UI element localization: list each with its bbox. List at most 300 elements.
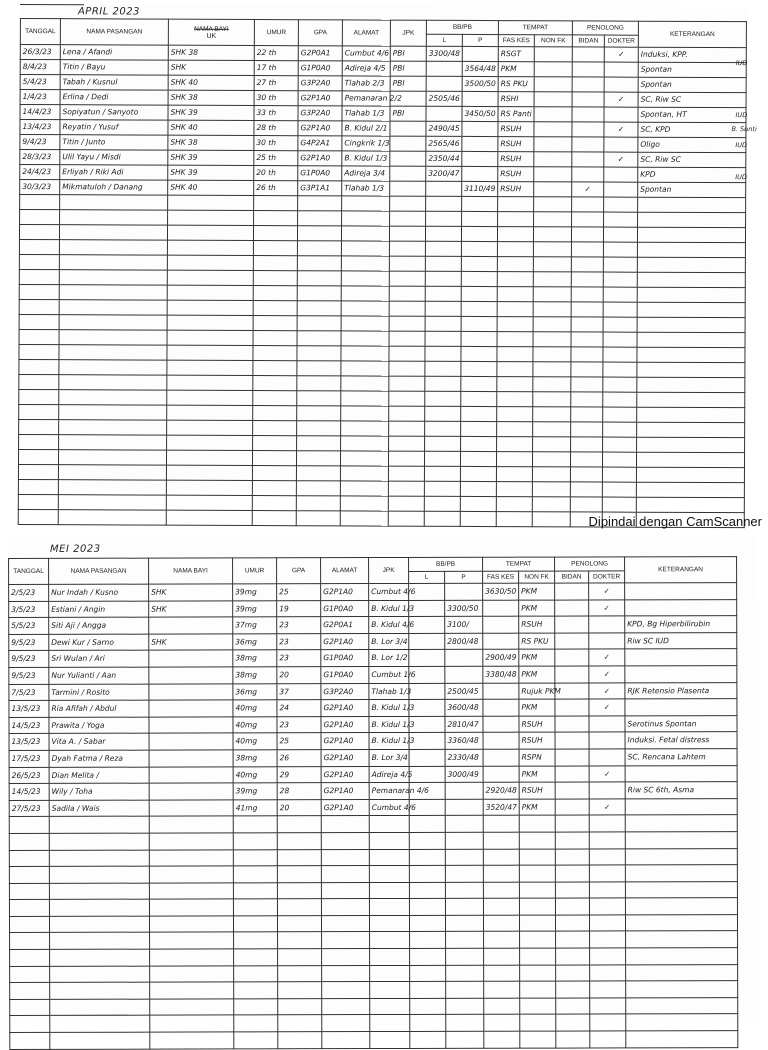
cell-alamat — [369, 866, 409, 883]
cell-alamat: Adireja 4/5 — [369, 766, 409, 783]
cell-alamat — [342, 196, 390, 211]
cell-dokter: ✓ — [604, 122, 638, 137]
cell-uk: 39mg — [233, 584, 277, 601]
cell-keterangan — [625, 765, 737, 782]
cell-bb-p — [460, 466, 496, 481]
cell-dokter — [603, 407, 637, 422]
cell-fas-kes — [519, 832, 555, 849]
cell-tanggal — [20, 195, 60, 210]
cell-keterangan — [637, 347, 745, 362]
cell-nama-pasangan: Dyah Fatma / Reza — [49, 750, 149, 767]
cell-keterangan: SC, Riw SC — [638, 152, 746, 167]
cell-fas-kes — [497, 437, 533, 452]
cell-gpa — [321, 899, 369, 916]
cell-bb-p — [483, 882, 519, 899]
cell-fas-kes — [497, 422, 533, 437]
cell-non-fk — [533, 392, 571, 407]
cell-alamat: B. Kidul 2/1 — [342, 121, 390, 136]
cell-bb-p — [462, 166, 498, 181]
cell-nama-bayi: SHK 40 — [168, 120, 254, 135]
cell-nama-pasangan: Wily / Toha — [49, 783, 149, 800]
cell-alamat — [340, 466, 388, 481]
month-label: APRIL 2023 — [77, 6, 140, 18]
mei-ledger-page — [8, 536, 759, 1024]
cell-gpa — [322, 932, 370, 949]
cell-jpk — [389, 421, 425, 436]
cell-jpk — [410, 932, 446, 949]
cell-fas-kes: RSUH — [498, 137, 534, 152]
cell-fas-kes: RSUH — [519, 716, 555, 733]
cell-bidan — [570, 482, 602, 497]
cell-bb-l — [426, 181, 462, 196]
cell-bb-p — [462, 211, 498, 226]
cell-alamat: Tlahab 2/3 — [342, 76, 390, 91]
cell-keterangan: SC, Rencana Lahtem — [625, 749, 737, 766]
cell-bb-l — [445, 816, 483, 833]
cell-dokter — [603, 392, 637, 407]
cell-nama-pasangan — [59, 330, 167, 345]
cell-fas-kes: RSUH — [498, 122, 534, 137]
cell-nama-pasangan: Mikmatuloh / Danang — [60, 180, 168, 195]
cell-gpa: G2P1A0 — [321, 733, 369, 750]
cell-bb-l: 3200/47 — [426, 166, 462, 181]
cell-tanggal — [9, 817, 49, 834]
cell-keterangan — [626, 1014, 738, 1031]
header-l: L — [426, 34, 462, 46]
cell-umur: 28 — [277, 783, 321, 800]
cell-fas-kes — [520, 932, 556, 949]
cell-nama-bayi — [167, 435, 253, 450]
cell-alamat — [341, 271, 389, 286]
cell-bb-l — [425, 256, 461, 271]
cell-non-fk — [532, 497, 570, 512]
cell-dokter — [603, 437, 637, 452]
cell-gpa: G3P2A0 — [298, 106, 342, 121]
cell-tanggal — [10, 1032, 50, 1049]
cell-bb-p — [483, 600, 519, 617]
cell-jpk — [409, 915, 445, 932]
cell-nama-bayi — [149, 650, 233, 667]
april-birth-register-table — [18, 18, 747, 528]
cell-nama-bayi — [150, 1015, 234, 1032]
cell-fas-kes: PKM — [519, 699, 555, 716]
cell-gpa: G1P0A0 — [298, 166, 342, 181]
cell-bb-p — [484, 998, 520, 1015]
cell-nama-pasangan: Dian Melita / — [49, 767, 149, 784]
cell-fas-kes: PKM — [519, 766, 555, 783]
cell-gpa: G2P1A0 — [321, 749, 369, 766]
cell-alamat — [369, 915, 409, 932]
cell-fas-kes — [496, 467, 532, 482]
cell-non-fk — [555, 898, 589, 915]
cell-bidan — [571, 377, 603, 392]
cell-bb-p — [462, 196, 498, 211]
cell-uk: 39mg — [233, 783, 277, 800]
cell-alamat — [341, 376, 389, 391]
cell-bb-p — [483, 915, 519, 932]
cell-alamat: B. Kidul 1/3 — [369, 700, 409, 717]
cell-tanggal — [19, 239, 59, 254]
cell-non-fk — [533, 347, 571, 362]
cell-nama-bayi — [149, 849, 233, 866]
cell-nama-pasangan — [49, 866, 149, 883]
cell-jpk — [388, 481, 424, 496]
table-row — [9, 616, 737, 634]
cell-tanggal: 26/5/23 — [9, 767, 49, 784]
cell-jpk — [389, 361, 425, 376]
cell-fas-kes: RSUH — [519, 616, 555, 633]
cell-jpk — [389, 241, 425, 256]
cell-umur: 33 th — [254, 106, 298, 121]
cell-nama-pasangan: Titin / Bayu — [60, 60, 168, 75]
cell-gpa: G1P0A0 — [321, 600, 369, 617]
cell-bidan: ✓ — [589, 682, 625, 699]
blank-row — [9, 831, 737, 849]
cell-gpa — [321, 915, 369, 932]
cell-non-fk — [555, 848, 589, 865]
cell-gpa: G1P0A0 — [298, 61, 342, 76]
table-row — [9, 599, 737, 617]
cell-non-fk — [534, 47, 572, 62]
cell-nama-bayi — [167, 360, 253, 375]
cell-gpa: G2P1A0 — [298, 121, 342, 136]
cell-umur — [278, 982, 322, 999]
cell-bb-p — [461, 361, 497, 376]
cell-fas-kes — [497, 407, 533, 422]
cell-bb-l — [425, 391, 461, 406]
cell-jpk — [409, 816, 445, 833]
header-dokter: DOKTER — [604, 35, 638, 47]
cell-non-fk — [534, 77, 572, 92]
cell-nama-pasangan — [59, 420, 167, 435]
cell-tanggal — [18, 494, 58, 509]
cell-umur: 26 th — [254, 181, 298, 196]
header-bbpb: BB/PB — [426, 20, 498, 34]
cell-bb-l: 2810/47 — [445, 716, 483, 733]
header-nama-bayi: NAMA BAYI — [149, 558, 233, 584]
cell-nama-pasangan: Sri Wulan / Ari — [49, 651, 149, 668]
cell-keterangan — [636, 467, 744, 482]
cell-keterangan — [637, 422, 745, 437]
cell-nama-pasangan: Estiani / Angin — [49, 601, 149, 618]
cell-uk — [234, 1015, 278, 1032]
cell-fas-kes — [519, 815, 555, 832]
cell-gpa: G3P1A1 — [298, 181, 342, 196]
cell-keterangan: SC, KPD — [638, 122, 746, 137]
cell-uk: 40mg — [233, 700, 277, 717]
cell-keterangan — [637, 257, 745, 272]
cell-bidan — [571, 287, 603, 302]
header-p: P — [462, 34, 498, 46]
cell-bb-l — [426, 211, 462, 226]
cell-bb-l — [425, 346, 461, 361]
cell-gpa: G2P1A0 — [321, 700, 369, 717]
cell-uk — [234, 999, 278, 1016]
cell-nama-bayi — [149, 783, 233, 800]
cell-fas-kes: RS Panti — [498, 107, 534, 122]
cell-jpk — [390, 121, 426, 136]
cell-nama-bayi — [150, 966, 234, 983]
cell-dokter — [603, 272, 637, 287]
cell-tanggal: 14/4/23 — [20, 105, 60, 120]
cell-tanggal: 3/5/23 — [9, 601, 49, 618]
cell-nama-pasangan — [59, 300, 167, 315]
cell-gpa — [321, 866, 369, 883]
cell-gpa — [321, 832, 369, 849]
cell-jpk — [409, 899, 445, 916]
cell-dokter — [603, 227, 637, 242]
cell-keterangan: Induksi. Fetal distress — [625, 732, 737, 749]
table-row — [9, 649, 737, 667]
cell-nama-pasangan — [60, 195, 168, 210]
cell-keterangan — [637, 227, 745, 242]
blank-row — [10, 1014, 738, 1032]
cell-fas-kes — [497, 287, 533, 302]
cell-nama-bayi — [167, 300, 253, 315]
cell-bb-p — [483, 683, 519, 700]
cell-keterangan: Oligo — [638, 137, 746, 152]
cell-umur — [277, 882, 321, 899]
cell-bb-l — [445, 583, 483, 600]
cell-bb-p — [460, 481, 496, 496]
cell-uk — [234, 1032, 278, 1049]
cell-non-fk — [555, 633, 589, 650]
cell-bidan — [589, 616, 625, 633]
cell-nama-pasangan: Reyatin / Yusuf — [60, 120, 168, 135]
cell-alamat — [341, 241, 389, 256]
cell-fas-kes — [497, 392, 533, 407]
cell-bb-p: 3500/50 — [462, 76, 498, 91]
cell-bb-l — [446, 965, 484, 982]
cell-fas-kes: RSUH — [519, 732, 555, 749]
side-note: IUD — [735, 111, 748, 120]
cell-nama-bayi: SHK 38 — [168, 135, 254, 150]
cell-alamat — [341, 331, 389, 346]
cell-alamat — [341, 226, 389, 241]
cell-non-fk — [555, 915, 589, 932]
cell-jpk: PBI — [390, 61, 426, 76]
cell-fas-kes — [497, 302, 533, 317]
cell-non-fk — [555, 832, 589, 849]
cell-non-fk — [533, 272, 571, 287]
cell-dokter — [603, 317, 637, 332]
cell-uk: 39mg — [233, 600, 277, 617]
cell-keterangan — [625, 699, 737, 716]
cell-bb-l — [445, 915, 483, 932]
cell-uk: 40mg — [233, 733, 277, 750]
blank-row — [10, 964, 738, 982]
cell-alamat: Tlahab 1/3 — [342, 106, 390, 121]
cell-bb-l: 2350/44 — [426, 151, 462, 166]
cell-gpa — [321, 849, 369, 866]
cell-bidan — [590, 981, 626, 998]
cell-alamat: Pemanaran 4/6 — [369, 783, 409, 800]
cell-dokter — [604, 212, 638, 227]
cell-bb-p — [483, 716, 519, 733]
cell-dokter — [604, 77, 638, 92]
cell-bb-p — [460, 496, 496, 511]
blank-row — [10, 981, 738, 999]
cell-dokter — [602, 467, 636, 482]
cell-nama-pasangan: Lena / Afandi — [60, 45, 168, 60]
cell-non-fk — [555, 716, 589, 733]
cell-jpk — [410, 948, 446, 965]
cell-umur: 23 — [277, 633, 321, 650]
cell-keterangan — [625, 815, 737, 832]
cell-bidan: ✓ — [589, 583, 625, 600]
cell-jpk — [409, 882, 445, 899]
cell-keterangan — [638, 197, 746, 212]
cell-umur — [253, 241, 297, 256]
cell-tanggal — [18, 509, 58, 524]
cell-jpk: PBI — [390, 46, 426, 61]
cell-gpa: G3P2A0 — [321, 683, 369, 700]
cell-tanggal — [10, 966, 50, 983]
cell-jpk — [389, 286, 425, 301]
cell-non-fk — [533, 287, 571, 302]
side-note: IUD — [735, 141, 748, 150]
cell-keterangan — [637, 332, 745, 347]
cell-uk: 38mg — [233, 650, 277, 667]
cell-tanggal — [19, 329, 59, 344]
cell-non-fk — [556, 931, 590, 948]
cell-bb-p — [484, 965, 520, 982]
cell-nama-pasangan: Prawita / Yoga — [49, 717, 149, 734]
cell-nama-bayi — [149, 700, 233, 717]
cell-uk — [234, 949, 278, 966]
cell-keterangan — [625, 898, 737, 915]
cell-keterangan — [626, 948, 738, 965]
cell-jpk — [389, 391, 425, 406]
cell-uk: 41mg — [233, 800, 277, 817]
cell-fas-kes: RSUH — [519, 782, 555, 799]
cell-bb-l — [445, 849, 483, 866]
cell-bb-p — [461, 271, 497, 286]
cell-bb-p — [461, 286, 497, 301]
cell-gpa — [297, 256, 341, 271]
cell-bb-p — [483, 832, 519, 849]
cell-bb-l: 3360/48 — [445, 733, 483, 750]
cell-bb-l: 2490/45 — [426, 121, 462, 136]
cell-bb-l — [425, 406, 461, 421]
cell-bidan — [589, 633, 625, 650]
cell-nama-bayi — [149, 766, 233, 783]
cell-nama-pasangan: Nur Indah / Kusno — [49, 584, 149, 601]
cell-non-fk — [534, 137, 572, 152]
cell-umur — [252, 496, 296, 511]
blank-row — [9, 898, 737, 916]
cell-tanggal — [19, 389, 59, 404]
cell-nama-bayi — [167, 285, 253, 300]
cell-dokter — [604, 62, 638, 77]
cell-uk: 36mg — [233, 634, 277, 651]
cell-keterangan — [637, 377, 745, 392]
cell-bidan: ✓ — [589, 666, 625, 683]
cell-bb-p — [483, 849, 519, 866]
cell-bidan — [589, 898, 625, 915]
cell-bb-l — [445, 899, 483, 916]
cell-bidan — [571, 437, 603, 452]
cell-gpa: G2P1A0 — [321, 783, 369, 800]
cell-non-fk — [555, 649, 589, 666]
header-gpa: GPA — [277, 558, 321, 584]
cell-tanggal — [19, 269, 59, 284]
cell-bb-p — [483, 616, 519, 633]
cell-alamat — [370, 932, 410, 949]
cell-umur — [278, 932, 322, 949]
side-note: IUD — [735, 173, 747, 182]
blank-row — [10, 997, 738, 1015]
cell-bb-l — [425, 331, 461, 346]
cell-umur: 25 th — [254, 151, 298, 166]
cell-bb-p — [461, 226, 497, 241]
cell-fas-kes — [519, 898, 555, 915]
cell-gpa: G3P2A0 — [298, 76, 342, 91]
cell-non-fk — [534, 92, 572, 107]
cell-alamat: B. Kidul 1/3 — [369, 733, 409, 750]
cell-umur — [252, 451, 296, 466]
cell-alamat — [341, 391, 389, 406]
cell-non-fk — [555, 749, 589, 766]
cell-non-fk — [556, 1014, 590, 1031]
cell-bb-l — [446, 948, 484, 965]
cell-bidan — [589, 749, 625, 766]
cell-bb-p — [483, 633, 519, 650]
cell-nama-pasangan — [58, 450, 166, 465]
cell-alamat — [370, 1015, 410, 1032]
cell-dokter: ✓ — [604, 92, 638, 107]
cell-keterangan — [637, 272, 745, 287]
cell-bb-l — [425, 421, 461, 436]
cell-bb-l — [446, 982, 484, 999]
cell-bb-p — [461, 316, 497, 331]
cell-bb-p — [483, 749, 519, 766]
cell-alamat — [341, 346, 389, 361]
cell-bidan — [590, 1014, 626, 1031]
cell-fas-kes — [497, 272, 533, 287]
cell-nama-pasangan — [59, 255, 167, 270]
cell-bb-p — [484, 1031, 520, 1048]
cell-jpk — [409, 633, 445, 650]
cell-bb-p: 2900/49 — [483, 650, 519, 667]
cell-fas-kes: PKM — [519, 600, 555, 617]
cell-uk: 37mg — [233, 617, 277, 634]
cell-bb-p — [484, 1015, 520, 1032]
cell-fas-kes — [520, 1015, 556, 1032]
cell-fas-kes — [497, 242, 533, 257]
cell-gpa — [322, 1015, 370, 1032]
cell-bb-l — [445, 650, 483, 667]
cell-bb-l — [424, 451, 460, 466]
cell-bidan — [589, 832, 625, 849]
cell-bb-l — [446, 998, 484, 1015]
cell-bb-l: 3100/ — [445, 616, 483, 633]
cell-umur — [253, 331, 297, 346]
cell-dokter — [602, 482, 636, 497]
cell-bidan — [571, 422, 603, 437]
cell-fas-kes — [497, 257, 533, 272]
cell-tanggal: 9/5/23 — [9, 667, 49, 684]
cell-gpa — [298, 196, 342, 211]
cell-gpa — [322, 982, 370, 999]
cell-umur — [278, 1015, 322, 1032]
cell-nama-pasangan — [50, 966, 150, 983]
cell-nama-bayi — [149, 899, 233, 916]
cell-bb-l — [446, 1031, 484, 1048]
cell-bb-l: 3000/49 — [445, 766, 483, 783]
cell-bb-p — [461, 421, 497, 436]
cell-bb-p: 2920/48 — [483, 782, 519, 799]
